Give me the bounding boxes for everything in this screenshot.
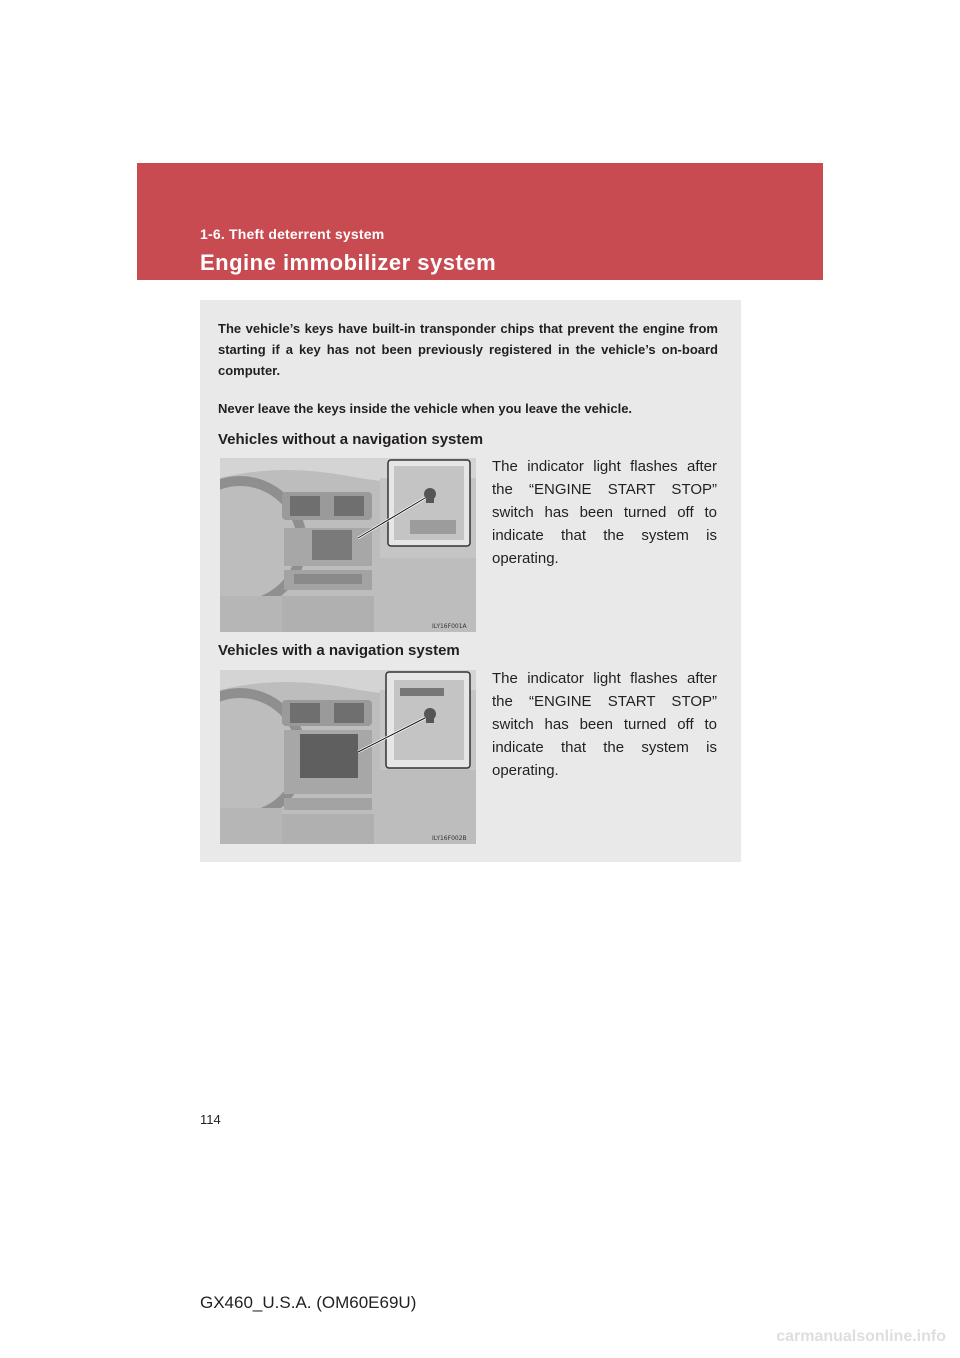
warning-note: Never leave the keys inside the vehicle when you leave the vehicle. [218, 401, 633, 416]
description-with-navigation: The indicator light flashes after the “ENGINE START STOP” switch has been turned off to indicate that the system is operating. [492, 670, 717, 779]
dashboard-figure-without-navigation [220, 458, 476, 632]
model-code: GX460_U.S.A. (OM60E69U) [200, 1293, 417, 1312]
figure-code-1: ILY16F001A [432, 623, 467, 630]
dashboard-figure-with-navigation [220, 670, 476, 844]
subheading-without-navigation: Vehicles without a navigation system [218, 431, 484, 448]
figure-code-2: ILY16F002B [432, 835, 467, 842]
watermark[interactable]: carmanualsonline.info [776, 1328, 946, 1345]
page-title: Engine immobilizer system [200, 250, 497, 275]
subheading-with-navigation: Vehicles with a navigation system [218, 642, 460, 659]
page-number: 114 [200, 1112, 221, 1127]
intro-paragraph: The vehicle’s keys have built-in transponder chips that prevent the engine from starting if a key has not been previously registered in the vehicle’s on-board computer. [218, 321, 718, 378]
description-without-navigation: The indicator light flashes after the “ENGINE START STOP” switch has been turned off to indicate that the system is operating. [492, 458, 717, 567]
section-label: 1-6. Theft deterrent system [200, 226, 385, 242]
